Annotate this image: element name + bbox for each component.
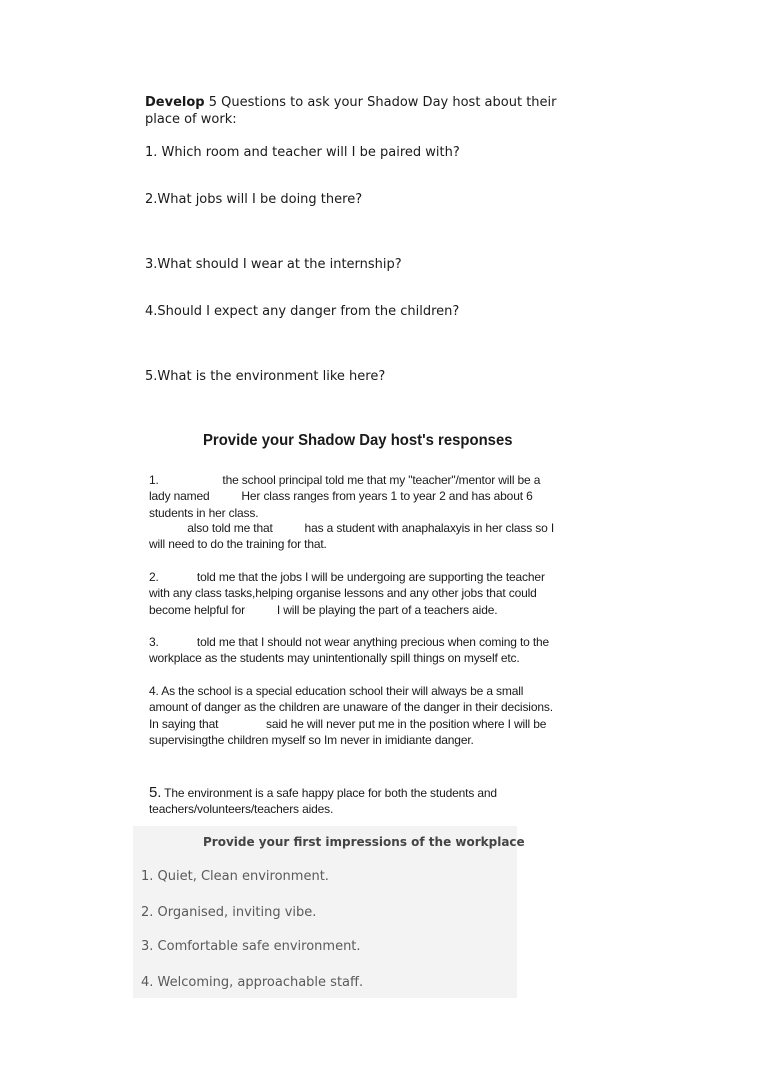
questions-intro bbox=[145, 94, 565, 128]
impressions-heading: Provide your first impressions of the workplace bbox=[203, 835, 525, 849]
question-item-1: 1. Which room and teacher will I be paired with? bbox=[145, 145, 460, 160]
impression-item-4: 4. Welcoming, approachable staff. bbox=[141, 975, 364, 990]
question-item-2: 2.What jobs will I be doing there? bbox=[145, 192, 363, 207]
impression-item-3: 3. Comfortable safe environment. bbox=[141, 939, 361, 954]
response-1 bbox=[149, 472, 559, 521]
impressions-panel bbox=[133, 826, 525, 998]
response-5 bbox=[149, 785, 559, 818]
impression-item-1: 1. Quiet, Clean environment. bbox=[141, 869, 329, 884]
questions-intro-text: 5 Questions to ask your Shadow Day host about their place of work: bbox=[145, 95, 557, 127]
responses-heading: Provide your Shadow Day host's responses bbox=[203, 432, 513, 449]
impression-item-2: 2. Organised, inviting vibe. bbox=[141, 905, 317, 920]
response-3: 3. told me that I should not wear anything precious when coming to the workplace as the students may unintentionally spill things on myself etc. bbox=[149, 635, 553, 666]
question-item-4: 4.Should I expect any danger from the children? bbox=[145, 304, 460, 319]
response-2: 2. told me that the jobs I will be undergoing are supporting the teacher with any class tasks,helping organise lessons and any other jobs that could become helpful for I will be playing the part of a teachers aide. bbox=[149, 570, 548, 617]
response-5-number: 5. bbox=[149, 784, 162, 801]
response-1b: also told me that has a student with anaphalaxyis in her class so I will need to do the training for that. bbox=[149, 521, 558, 552]
question-item-5: 5.What is the environment like here? bbox=[145, 369, 386, 384]
response-5-text: The environment is a safe happy place for both the students and teachers/volunteers/teachers aides. bbox=[149, 786, 497, 817]
response-1-text: 1. the school principal told me that my "teacher"/mentor will be a lady named Her class ranges from years 1 to year 2 and has about 6 students in her class. bbox=[149, 473, 544, 520]
response-4: 4. As the school is a special education school their will always be a small amount of danger as the children are unaware of the danger in their decisions. In saying that said he will never put me in the position where I will be supervisingthe children myself so Im never in imidiante danger. bbox=[149, 684, 557, 747]
question-item-3: 3.What should I wear at the internship? bbox=[145, 257, 402, 272]
questions-intro-bold: Develop bbox=[145, 95, 205, 110]
